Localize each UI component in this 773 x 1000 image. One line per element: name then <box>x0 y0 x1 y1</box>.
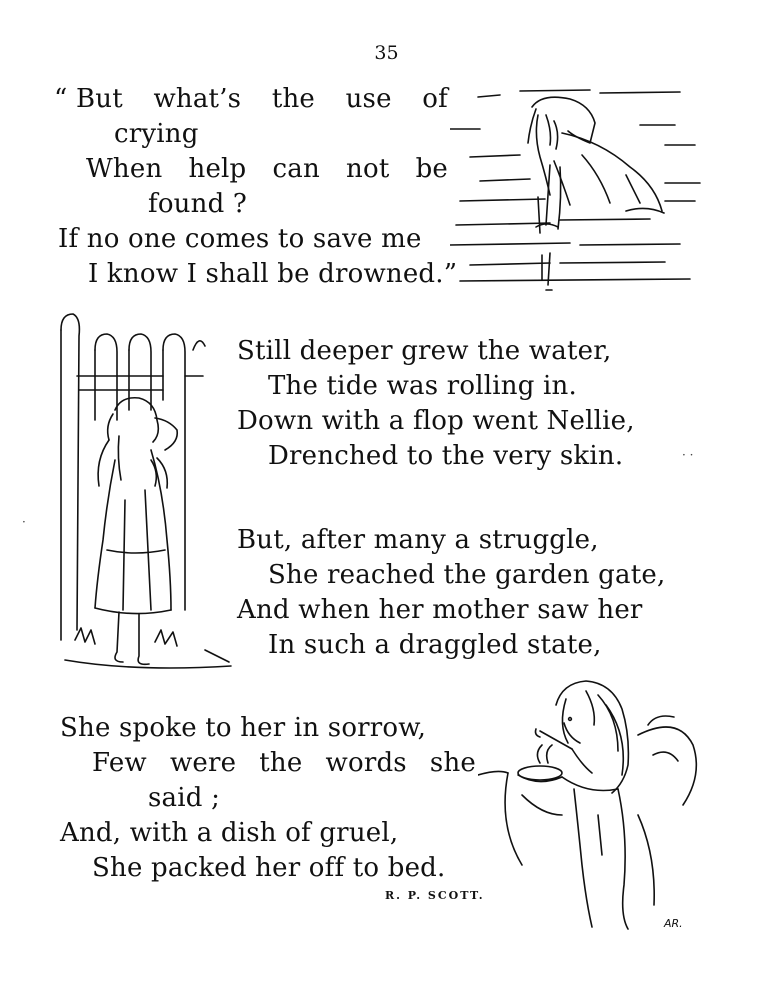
poem-line: Drenched to the very skin. <box>268 441 624 471</box>
poem-line: Still deeper grew the water, <box>237 336 612 366</box>
poem-line: And, with a dish of gruel, <box>60 818 399 848</box>
poem-line: The tide was rolling in. <box>268 371 577 401</box>
paper-speck: · · <box>682 448 694 462</box>
poem-line: I know I shall be drowned.” <box>88 259 458 289</box>
girl-in-bed-illustration <box>478 665 708 935</box>
poem-line: In such a draggled state, <box>268 630 602 660</box>
artist-signature: AR. <box>664 917 683 930</box>
poem-line: Down with a flop went Nellie, <box>237 406 635 436</box>
poem-line: said ; <box>148 783 221 813</box>
poem-line: If no one comes to save me <box>58 224 422 254</box>
poem-line: But, after many a struggle, <box>237 525 599 555</box>
paper-speck: · <box>22 515 26 529</box>
poem-line: She spoke to her in sorrow, <box>60 713 427 743</box>
poem-line: crying <box>114 119 199 149</box>
poem-line: Few were the words she <box>92 748 476 778</box>
girl-wading-illustration <box>450 85 705 300</box>
page-number: 35 <box>374 42 399 64</box>
poem-line: And when her mother saw her <box>237 595 643 625</box>
poem-line: She reached the garden gate, <box>268 560 666 590</box>
poem-line: found ? <box>148 189 248 219</box>
poem-line: She packed her off to bed. <box>92 853 446 883</box>
girl-at-gate-illustration <box>55 310 235 680</box>
poem-line: When help can not be <box>86 154 448 184</box>
author-credit: R. P. SCOTT. <box>385 889 485 902</box>
poem-line: “ But what’s the use of <box>54 84 448 114</box>
